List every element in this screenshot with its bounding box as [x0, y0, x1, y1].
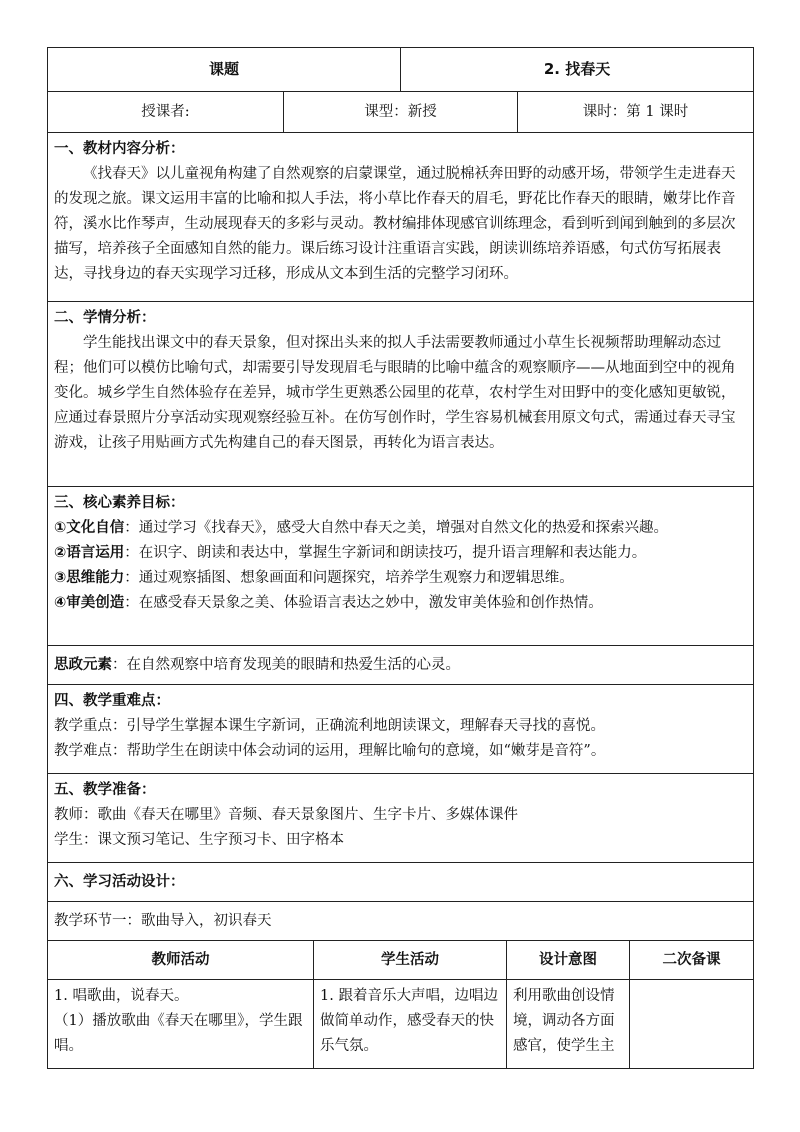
second-prep-cell: [630, 980, 754, 1069]
ideology-label: 思政元素: [54, 656, 112, 673]
content-analysis-title: 一、教材内容分析：: [54, 141, 185, 157]
teacher-activity-cell: [48, 980, 314, 1069]
activity-row: [48, 980, 754, 1069]
segment-row: [48, 902, 754, 941]
info-row: [48, 92, 754, 133]
col-teacher-activity: 教师活动: [48, 941, 314, 980]
goal-item: [54, 591, 747, 616]
student-preparation: 学生：课文预习笔记、生字预习卡、田字格本: [54, 832, 344, 848]
preparation-title: 五、教学准备：: [54, 782, 156, 798]
header-row: [48, 48, 754, 92]
col-design-intent: 设计意图: [507, 941, 630, 980]
lesson-plan-table: [47, 47, 754, 941]
student-analysis-title: 二、学情分析：: [54, 310, 156, 326]
topic-label: 课题: [48, 48, 401, 92]
teacher-preparation: 教师：歌曲《春天在哪里》音频、春天景象图片、生字卡片、多媒体课件: [54, 807, 518, 823]
teacher-activity-line: （1）播放歌曲《春天在哪里》，学生跟唱。: [54, 1013, 303, 1054]
ideology-text: ：在自然观察中培育发现美的眼睛和热爱生活的心灵。: [112, 656, 460, 673]
key-point-line: 教学重点：引导学生掌握本课生字新词，正确流利地朗读课文，理解春天寻找的喜悦。: [54, 718, 605, 734]
activities-title-row: [48, 863, 754, 902]
goal-item: [54, 516, 747, 541]
segment-title: 教学环节一：歌曲导入，初识春天: [54, 912, 272, 929]
key-points-row: [48, 685, 754, 774]
key-points-title: 四、教学重难点：: [54, 693, 170, 709]
goal-label: ④审美创造: [54, 595, 125, 611]
content-analysis-row: [48, 133, 754, 302]
content-analysis-text: 《找春天》以儿童视角构建了自然观察的启蒙课堂，通过脱棉袄奔田野的动感开场，带领学生走进春天的发现之旅。课文运用丰富的比喻和拟人手法，将小草比作春天的眉毛，野花比作春天的眼睛，嫩芽比作音符，溪水比作琴声，生动展现春天的多彩与灵动。教材编排体现感官训练理念，看到听到闻到触到的多层次描写，培养孩子全面感知自然的能力。课后练习设计注重语言实践，朗读训练培养语感，句式仿写拓展表达，寻找身边的春天实现学习迁移，形成从文本到生活的完整学习闭环。: [54, 166, 736, 282]
goal-label: ③思维能力: [54, 570, 125, 586]
goals-row: [48, 487, 754, 646]
lesson-plan-sheet: [47, 47, 753, 1069]
goal-item: [54, 541, 747, 566]
student-activity-cell: 1. 跟着音乐大声唱，边唱边做简单动作，感受春天的快乐气氛。: [314, 980, 507, 1069]
student-analysis-row: [48, 302, 754, 487]
goal-text: ：在识字、朗读和表达中，掌握生字新词和朗读技巧，提升语言理解和表达能力。: [124, 545, 647, 561]
ideology-row: [48, 646, 754, 685]
lesson-type-field: 课型：新授: [284, 92, 518, 133]
topic-value: 2. 找春天: [401, 48, 754, 92]
goals-title: 三、核心素养目标：: [54, 495, 185, 511]
activities-title: 六、学习活动设计：: [54, 873, 185, 890]
col-student-activity: 学生活动: [314, 941, 507, 980]
difficult-point-line: 教学难点：帮助学生在朗读中体会动词的运用，理解比喻句的意境，如“嫩芽是音符”。: [54, 743, 606, 759]
preparation-row: [48, 774, 754, 863]
goal-label: ①文化自信: [54, 520, 125, 536]
activity-header-row: [48, 941, 754, 980]
goal-label: ②语言运用: [54, 545, 125, 561]
goal-text: ：通过学习《找春天》，感受大自然中春天之美，增强对自然文化的热爱和探索兴趣。: [124, 520, 669, 536]
goal-item: [54, 566, 747, 591]
activity-table: [47, 940, 754, 1069]
goal-text: ：通过观察插图、想象画面和问题探究，培养学生观察力和逻辑思维。: [124, 570, 574, 586]
teacher-field: 授课者:: [48, 92, 284, 133]
col-second-prep: 二次备课: [630, 941, 754, 980]
design-intent-cell: 利用歌曲创设情境，调动各方面感官，使学生主: [507, 980, 630, 1069]
teacher-activity-line: 1. 唱歌曲，说春天。: [54, 988, 189, 1004]
lesson-time-field: 课时：第 1 课时: [518, 92, 754, 133]
student-analysis-text: 学生能找出课文中的春天景象，但对探出头来的拟人手法需要教师通过小草生长视频帮助理解动态过程；他们可以模仿比喻句式，却需要引导发现眉毛与眼睛的比喻中蕴含的观察顺序——从地面到空中的视角变化。城乡学生自然体验存在差异，城市学生更熟悉公园里的花草，农村学生对田野中的变化感知更敏锐，应通过春景照片分享活动实现观察经验互补。在仿写创作时，学生容易机械套用原文句式，需通过春天寻宝游戏，让孩子用贴画方式先构建自己的春天图景，再转化为语言表达。: [54, 335, 736, 451]
goal-text: ：在感受春天景象之美、体验语言表达之妙中，激发审美体验和创作热情。: [124, 595, 603, 611]
